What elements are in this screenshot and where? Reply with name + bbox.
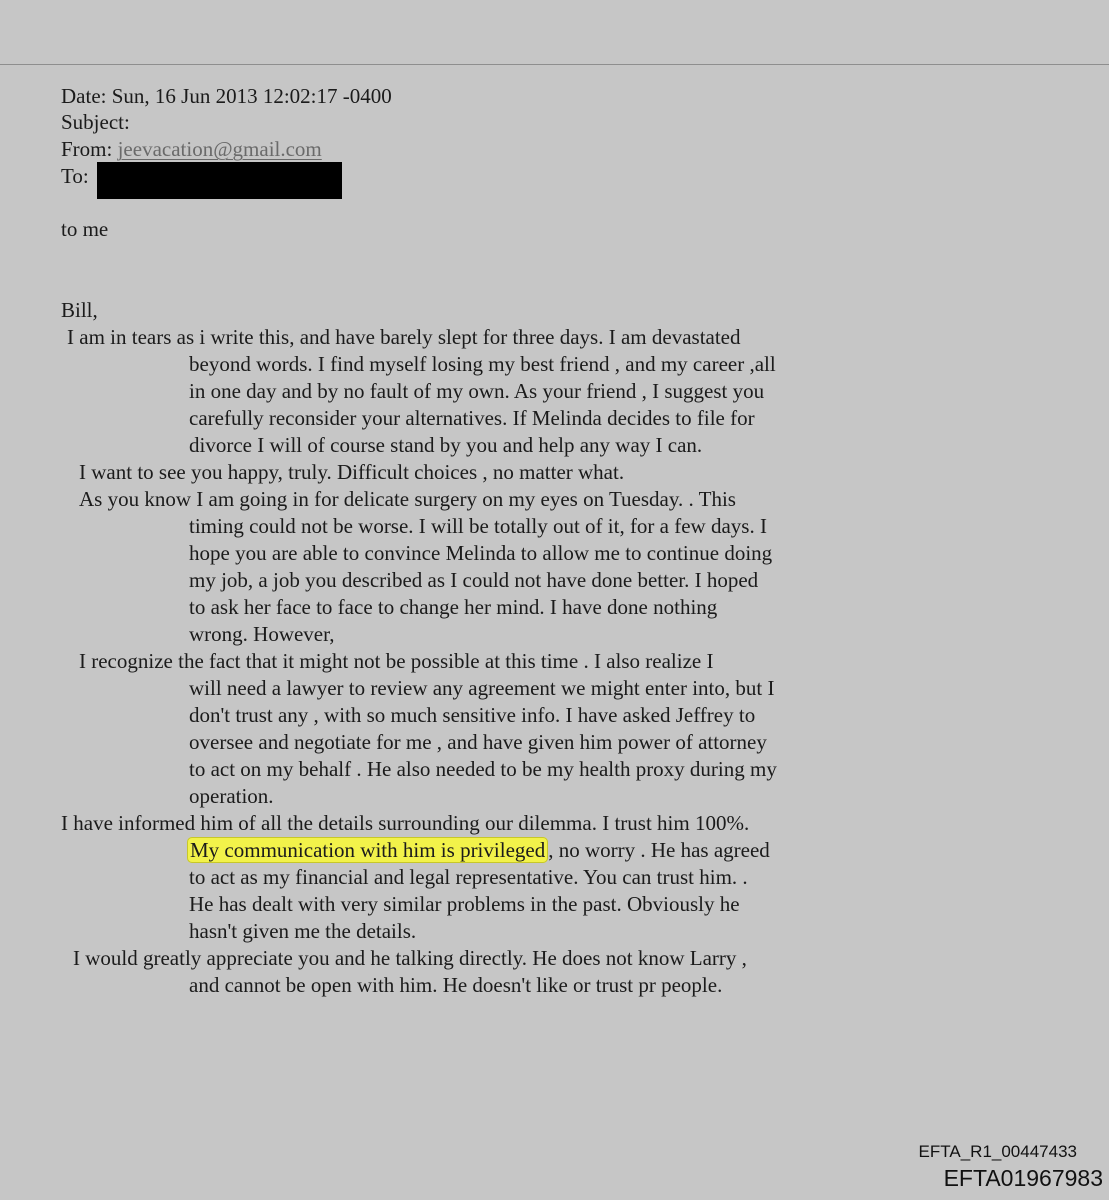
body-line: He has dealt with very similar problems in the past. Obviously he — [189, 892, 740, 916]
top-divider — [0, 64, 1109, 65]
from-email-link[interactable]: jeevacation@gmail.com — [117, 137, 322, 161]
body-line: I would greatly appreciate you and he talking directly. He does not know Larry , — [73, 946, 747, 970]
body-line: divorce I will of course stand by you and help any way I can. — [189, 433, 703, 457]
body-line-highlighted — [187, 837, 770, 864]
body-line: and cannot be open with him. He doesn't like or trust pr people. — [189, 973, 723, 997]
body-line: to ask her face to face to change her mind. I have done nothing — [189, 595, 718, 619]
to-me-label: to me — [61, 217, 109, 241]
subject-line: Subject: — [61, 110, 130, 134]
body-line: As you know I am going in for delicate surgery on my eyes on Tuesday. . This — [79, 487, 736, 511]
body-line: wrong. However, — [189, 622, 335, 646]
date-line: Date: Sun, 16 Jun 2013 12:02:17 -0400 — [61, 84, 392, 108]
from-label: From: — [61, 137, 113, 161]
body-line: timing could not be worse. I will be totally out of it, for a few days. I — [189, 514, 767, 538]
body-line: I am in tears as i write this, and have barely slept for three days. I am devastated — [67, 325, 741, 349]
body-text-fragment: , no worry . He has agreed — [548, 838, 770, 862]
body-line: hasn't given me the details. — [189, 919, 417, 943]
body-line: beyond words. I find myself losing my best friend , and my career ,all — [189, 352, 776, 376]
body-line: carefully reconsider your alternatives. If Melinda decides to file for — [189, 406, 755, 430]
body-line: I recognize the fact that it might not be possible at this time . I also realize I — [79, 649, 714, 673]
highlighted-text: My communication with him is privileged — [187, 837, 548, 863]
bates-number-secondary: EFTA01967983 — [943, 1165, 1103, 1191]
from-line — [61, 136, 322, 163]
body-line: don't trust any , with so much sensitive info. I have asked Jeffrey to — [189, 703, 756, 727]
body-line: will need a lawyer to review any agreement we might enter into, but I — [189, 676, 775, 700]
body-line: oversee and negotiate for me , and have given him power of attorney — [189, 730, 767, 754]
body-line: to act as my financial and legal representative. You can trust him. . — [189, 865, 748, 889]
body-line: hope you are able to convince Melinda to allow me to continue doing — [189, 541, 773, 565]
bates-number-primary: EFTA_R1_00447433 — [918, 1142, 1077, 1161]
greeting: Bill, — [61, 298, 98, 322]
to-label: To: — [61, 164, 89, 188]
body-line: in one day and by no fault of my own. As your friend , I suggest you — [189, 379, 765, 403]
redaction-box — [97, 162, 342, 199]
body-line: to act on my behalf . He also needed to be my health proxy during my — [189, 757, 777, 781]
body-line: I have informed him of all the details surrounding our dilemma. I trust him 100%. — [61, 811, 750, 835]
body-line: operation. — [189, 784, 274, 808]
body-line: my job, a job you described as I could not have done better. I hoped — [189, 568, 759, 592]
body-line: I want to see you happy, truly. Difficult choices , no matter what. — [79, 460, 625, 484]
